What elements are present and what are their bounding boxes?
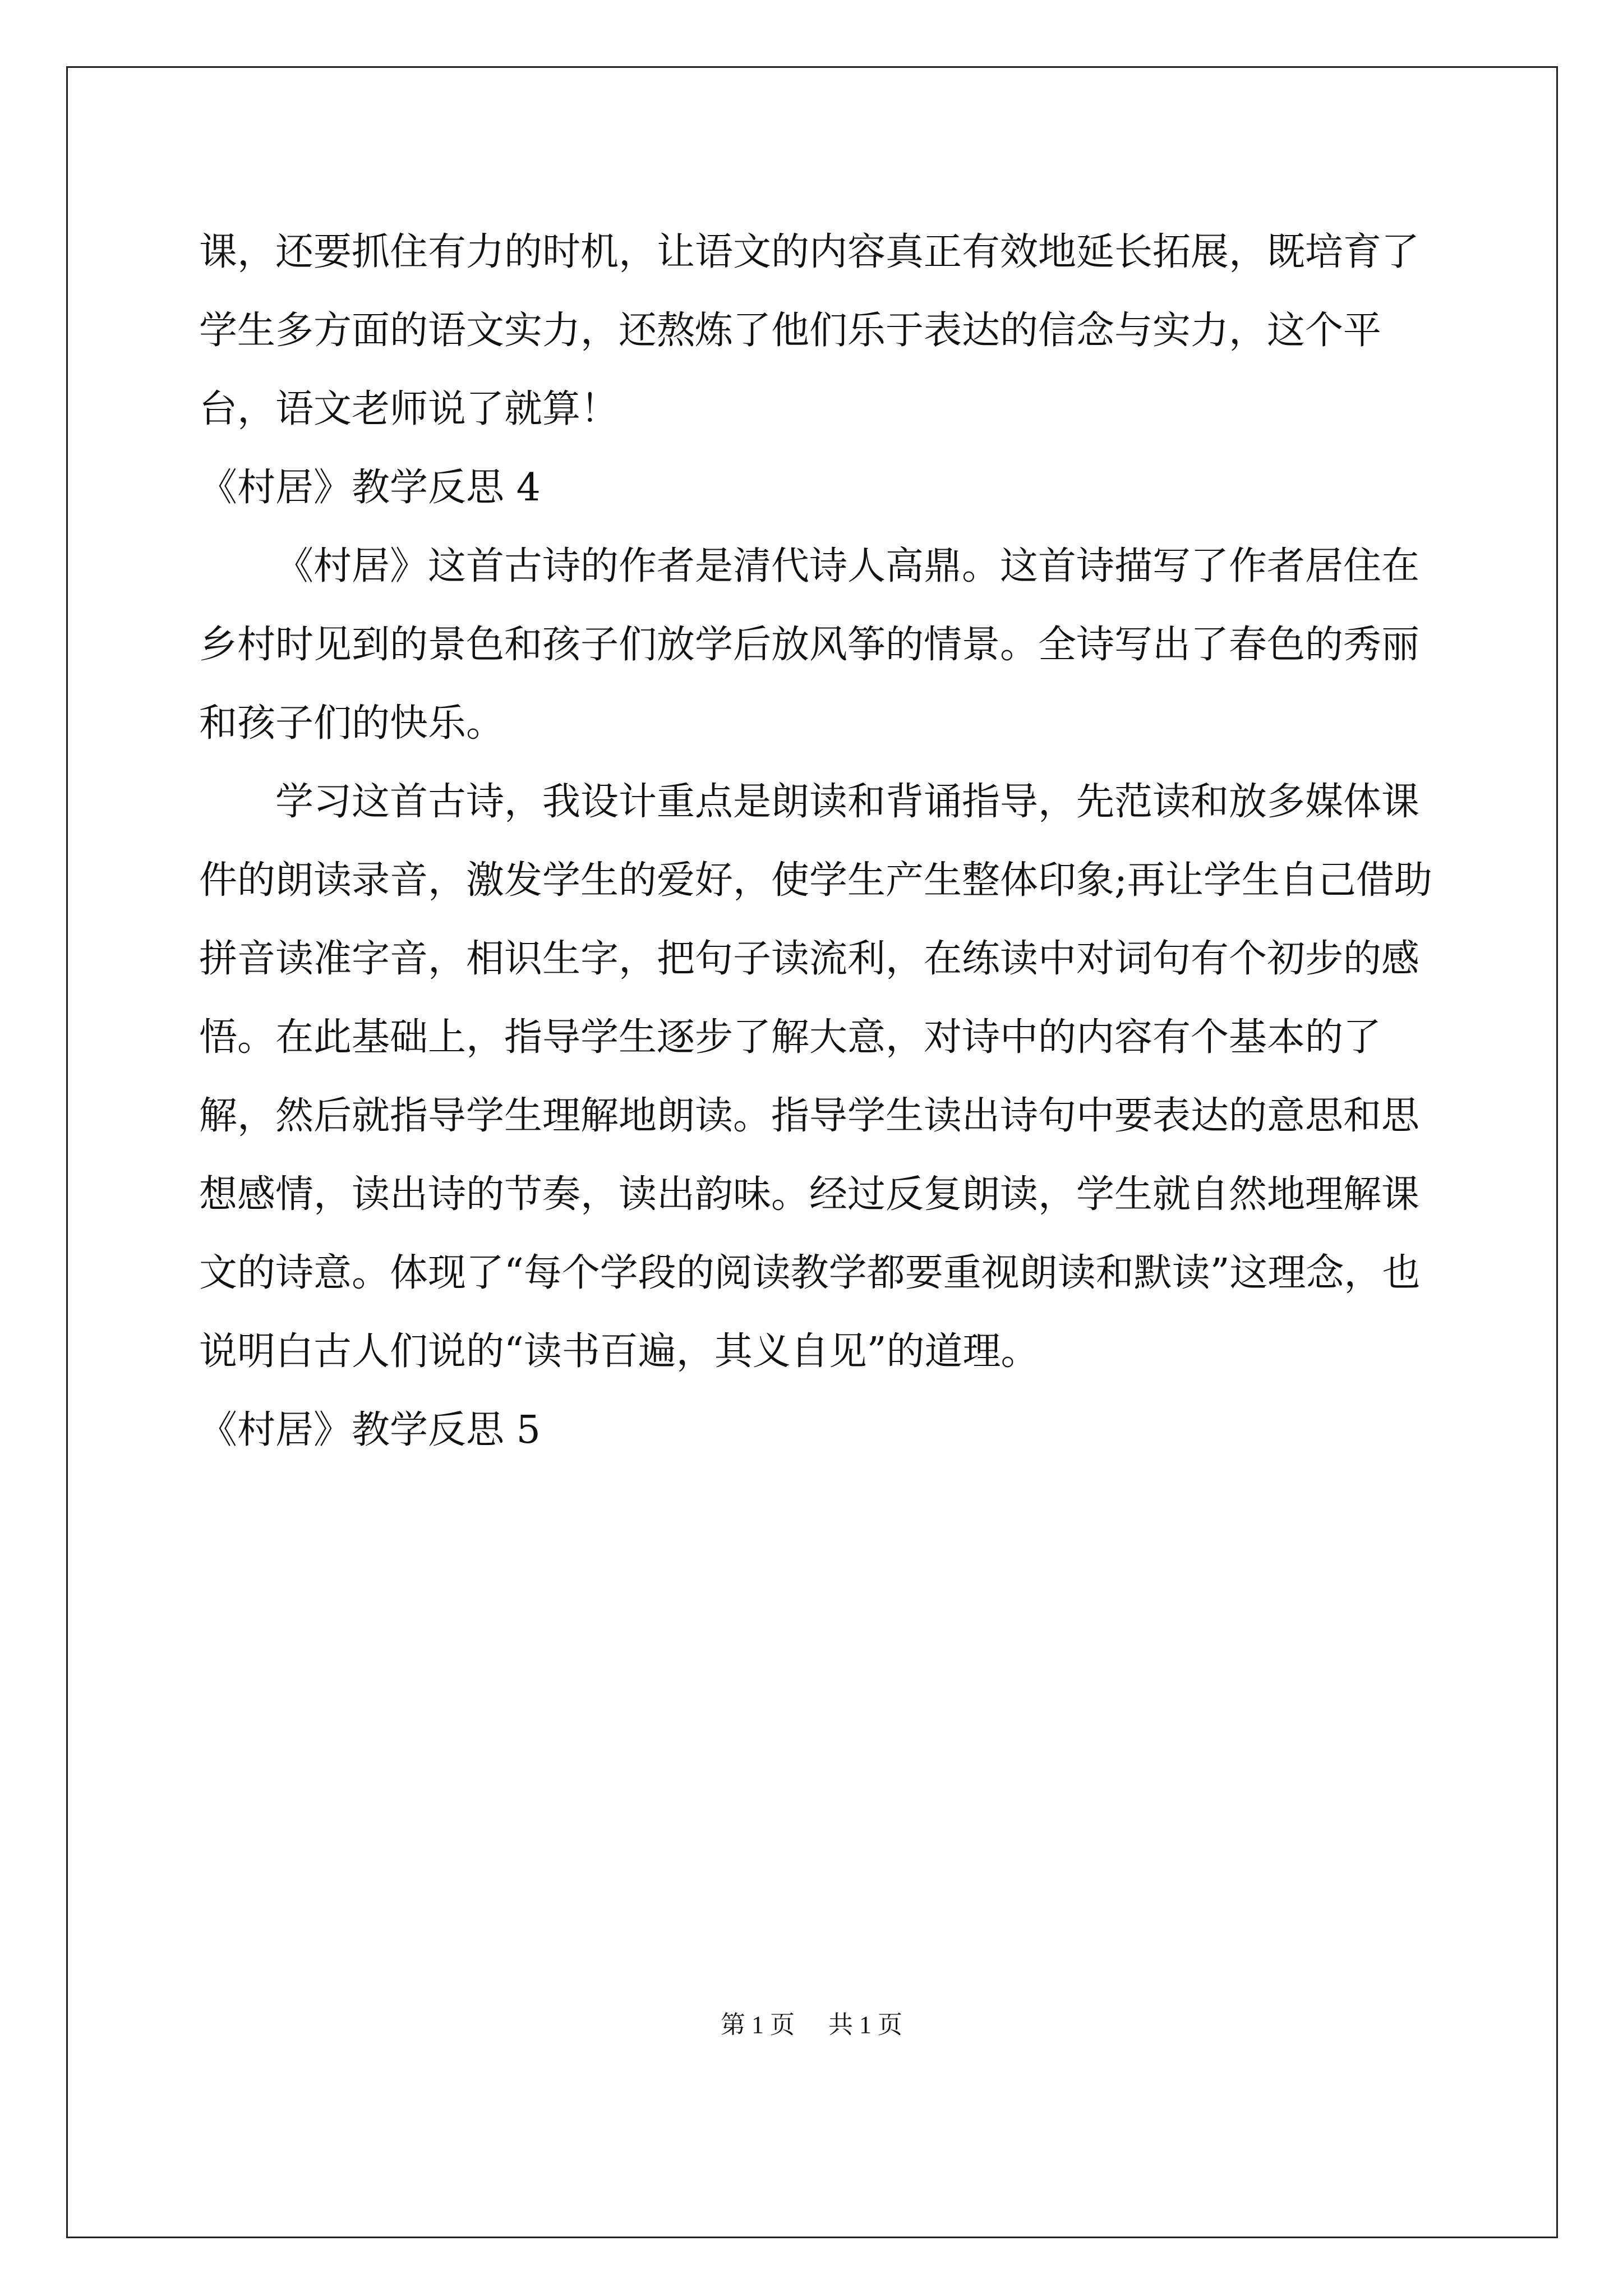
section-heading-5: 《村居》教学反思 5 bbox=[199, 1408, 541, 1452]
page-total: 共 1 页 bbox=[828, 2011, 902, 2039]
page-footer bbox=[0, 2008, 1623, 2042]
section-heading-4: 《村居》教学反思 4 bbox=[199, 466, 541, 510]
paragraph-reflection: 学习这首古诗，我设计重点是朗读和背诵指导，先范读和放多媒体课件的朗读录音，激发学生的爱好，使学生产生整体印象;再让学生自己借助拼音读准字音，相识生字，把句子读流利，在练读中对词句有个初步的感悟。在此基础上，指导学生逐步了解大意，对诗中的内容有个基本的了解，然后就指导学生理解地朗读。指导学生读出诗句中要表达的意思和思想感情，读出诗的节奏，读出韵味。经过反复朗读，学生就自然地理解课文的诗意。体现了“每个学段的阅读教学都要重视朗读和默读”这理念，也说明白古人们说的“读书百遍，其义自见”的道理。 bbox=[199, 780, 1432, 1374]
document-body bbox=[199, 213, 1433, 1470]
page-number: 第 1 页 bbox=[721, 2011, 795, 2039]
paragraph-intro: 《村居》这首古诗的作者是清代诗人高鼎。这首诗描写了作者居住在乡村时见到的景色和孩子们放学后放风筝的情景。全诗写出了春色的秀丽和孩子们的快乐。 bbox=[199, 544, 1420, 746]
paragraph-continuation: 课，还要抓住有力的时机，让语文的内容真正有效地延长拓展，既培育了学生多方面的语文实力，还熬炼了他们乐于表达的信念与实力，这个平台，语文老师说了就算！ bbox=[199, 230, 1420, 431]
